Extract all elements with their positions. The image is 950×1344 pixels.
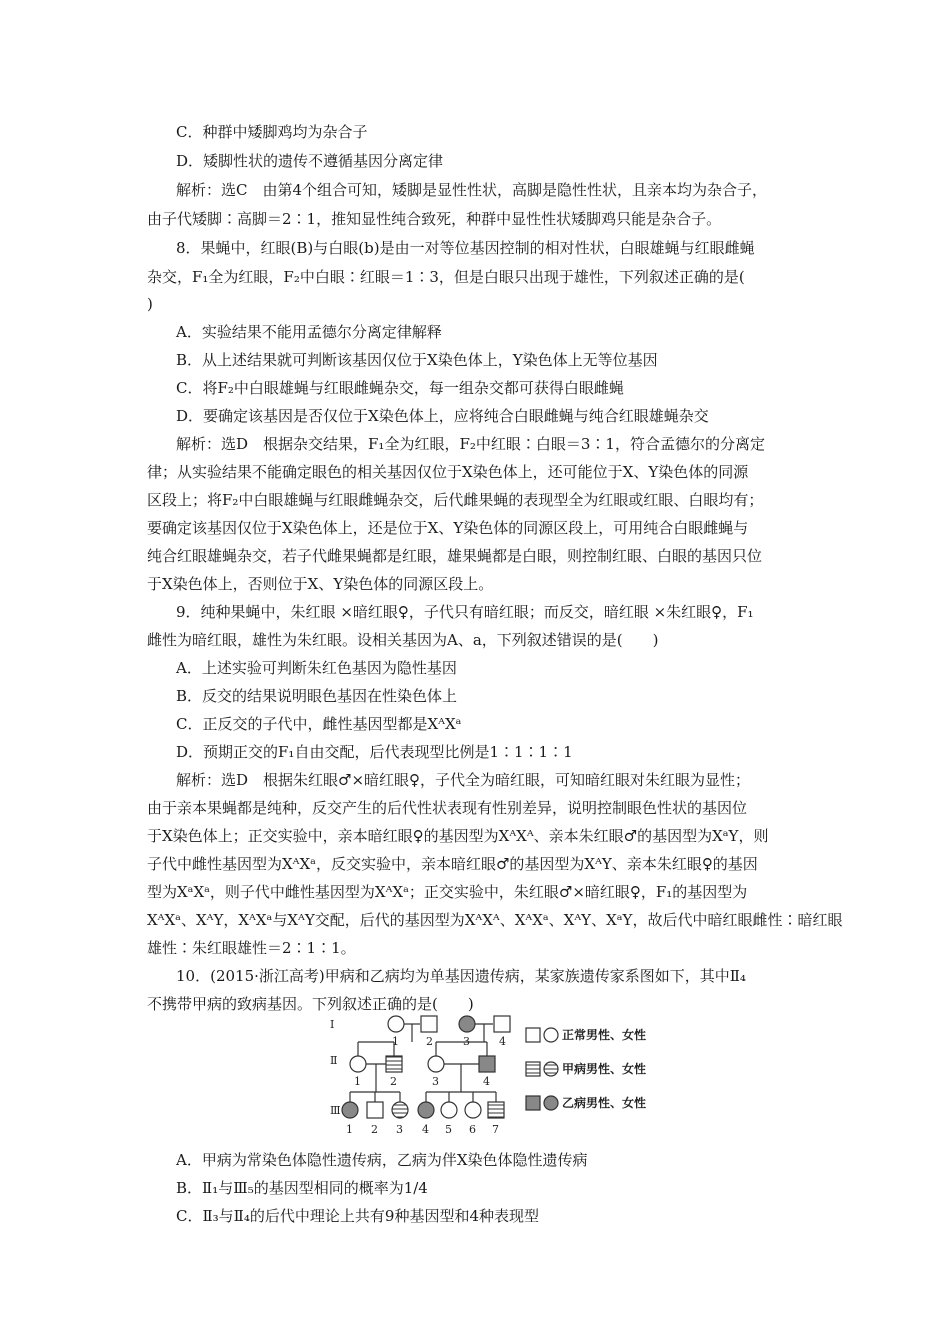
analysis-q9-line4: 子代中雌性基因型为XᴬXᵃ，反交实验中，亲本暗红眼♂的基因型为XᴬY、亲本朱红眼♀的基因 bbox=[147, 855, 758, 873]
gen3-number-1: 1 bbox=[346, 1123, 353, 1136]
gen3-number-6: 6 bbox=[469, 1123, 476, 1136]
legend-yi-female-symbol bbox=[544, 1096, 558, 1110]
question-10-line1: 10．(2015·浙江高考)甲病和乙病均为单基因遗传病，某家族遗传家系图如下，其中Ⅱ₄ bbox=[176, 967, 746, 985]
question-8-line1: 8．果蝇中，红眼(B)与白眼(b)是由一对等位基因控制的相对性状，白眼雄蝇与红眼雌蝇 bbox=[176, 239, 755, 257]
gen3-individual-3 bbox=[392, 1102, 408, 1118]
option-d-q8: D．要确定该基因是否仅位于X染色体上，应将纯合白眼雌蝇与纯合红眼雄蝇杂交 bbox=[176, 407, 709, 425]
gen3-individual-7 bbox=[488, 1102, 504, 1118]
legend-normal-male-symbol bbox=[526, 1028, 540, 1042]
option-d-q9: D．预期正交的F₁自由交配，后代表现型比例是1∶1∶1∶1 bbox=[176, 743, 573, 761]
legend-jia-label: 甲病男性、女性 bbox=[562, 1062, 647, 1076]
analysis-q8-line5: 纯合红眼雄蝇杂交，若子代雌果蝇都是红眼，雄果蝇都是白眼，则控制红眼、白眼的基因只位 bbox=[147, 547, 763, 565]
analysis-q9-line3: 于X染色体上；正交实验中，亲本暗红眼♀的基因型为XᴬXᴬ、亲本朱红眼♂的基因型为XᵃY，则 bbox=[147, 827, 769, 845]
legend-yi-male-symbol bbox=[526, 1096, 540, 1110]
gen1-individual-2 bbox=[421, 1016, 437, 1032]
pedigree-diagram bbox=[322, 1012, 662, 1137]
analysis-q7-line2: 由子代矮脚∶高脚＝2∶1，推知显性纯合致死，种群中显性性状矮脚鸡只能是杂合子。 bbox=[147, 210, 722, 228]
gen2-number-1: 1 bbox=[354, 1075, 361, 1088]
gen3-individual-6 bbox=[465, 1102, 481, 1118]
analysis-q8-line4: 要确定该基因仅位于X染色体上，还是位于X、Y染色体的同源区段上，可用纯合白眼雌蝇与 bbox=[147, 519, 749, 537]
analysis-q9-line7: 雄性∶朱红眼雄性＝2∶1∶1。 bbox=[147, 939, 356, 957]
legend-jia-female-symbol bbox=[544, 1062, 558, 1076]
gen3-number-5: 5 bbox=[445, 1123, 452, 1136]
gen3-number-7: 7 bbox=[492, 1123, 499, 1136]
analysis-q9-line6: XᴬXᵃ、XᴬY，XᴬXᵃ与XᴬY交配，后代的基因型为XᴬXᴬ、XᴬXᵃ、XᴬY、XᵃY，故后代中暗红眼雌性∶暗红眼 bbox=[147, 911, 843, 929]
generation-label-3: Ⅲ bbox=[330, 1104, 341, 1117]
gen2-number-3: 3 bbox=[432, 1075, 439, 1088]
gen3-number-2: 2 bbox=[371, 1123, 378, 1136]
gen3-individual-5 bbox=[441, 1102, 457, 1118]
analysis-q9-line2: 由于亲本果蝇都是纯种，反交产生的后代性状表现有性别差异，说明控制眼色性状的基因位 bbox=[147, 799, 748, 817]
gen2-individual-1 bbox=[350, 1056, 366, 1072]
gen2-number-2: 2 bbox=[390, 1075, 397, 1088]
gen1-number-1: 1 bbox=[392, 1035, 399, 1048]
analysis-q8-line2: 律；从实验结果不能确定眼色的相关基因仅位于X染色体上，还可能位于X、Y染色体的同源 bbox=[147, 463, 749, 481]
gen3-individual-2 bbox=[367, 1102, 383, 1118]
option-c-q8: C．将F₂中白眼雄蝇与红眼雌蝇杂交，每一组杂交都可获得白眼雌蝇 bbox=[176, 379, 624, 397]
generation-label-2: Ⅱ bbox=[330, 1054, 338, 1067]
question-9-line2: 雌性为暗红眼，雄性为朱红眼。设相关基因为A、a，下列叙述错误的是( ) bbox=[147, 631, 659, 649]
option-b-q9: B．反交的结果说明眼色基因在性染色体上 bbox=[176, 687, 458, 705]
question-8-line3: ) bbox=[147, 295, 153, 313]
analysis-q8-line6: 于X染色体上，否则位于X、Y染色体的同源区段上。 bbox=[147, 575, 494, 593]
analysis-q9-line5: 型为XᵃXᵃ，则子代中雌性基因型为XᴬXᵃ；正交实验中，朱红眼♂×暗红眼♀，F₁的基因型为 bbox=[147, 883, 748, 901]
gen2-individual-4 bbox=[479, 1056, 495, 1072]
analysis-q8-line1: 解析：选D 根据杂交结果，F₁全为红眼，F₂中红眼∶白眼＝3∶1，符合孟德尔的分离定 bbox=[176, 435, 765, 453]
gen1-individual-4 bbox=[494, 1016, 510, 1032]
gen3-individual-1 bbox=[342, 1102, 358, 1118]
legend-normal-female-symbol bbox=[544, 1028, 558, 1042]
option-a-q8: A．实验结果不能用孟德尔分离定律解释 bbox=[176, 323, 442, 341]
question-9-line1: 9．纯种果蝇中，朱红眼 ×暗红眼♀，子代只有暗红眼；而反交，暗红眼 ×朱红眼♀，F₁ bbox=[176, 603, 754, 621]
gen1-number-2: 2 bbox=[426, 1035, 433, 1048]
legend-yi-label: 乙病男性、女性 bbox=[562, 1096, 647, 1110]
option-c-q10: C．Ⅱ₃与Ⅱ₄的后代中理论上共有9种基因型和4种表现型 bbox=[176, 1207, 539, 1225]
option-a-q10: A．甲病为常染色体隐性遗传病，乙病为伴X染色体隐性遗传病 bbox=[176, 1151, 588, 1169]
analysis-q9-line1: 解析：选D 根据朱红眼♂×暗红眼♀，子代全为暗红眼，可知暗红眼对朱红眼为显性； bbox=[176, 771, 751, 789]
generation-label-1: Ⅰ bbox=[330, 1018, 335, 1031]
option-c-q9: C．正反交的子代中，雌性基因型都是XᴬXᵃ bbox=[176, 715, 462, 733]
question-10-line2: 不携带甲病的致病基因。下列叙述正确的是( ) bbox=[147, 995, 474, 1013]
gen1-number-4: 4 bbox=[499, 1035, 506, 1048]
gen1-number-3: 3 bbox=[463, 1035, 470, 1048]
analysis-q8-line3: 区段上；将F₂中白眼雄蝇与红眼雌蝇杂交，后代雌果蝇的表现型全为红眼或红眼、白眼均有； bbox=[147, 491, 764, 509]
gen3-number-4: 4 bbox=[422, 1123, 429, 1136]
gen2-number-4: 4 bbox=[483, 1075, 490, 1088]
option-b-q8: B．从上述结果就可判断该基因仅位于X染色体上，Y染色体上无等位基因 bbox=[176, 351, 658, 369]
option-a-q9: A．上述实验可判断朱红色基因为隐性基因 bbox=[176, 659, 457, 677]
legend-jia-male-symbol bbox=[526, 1062, 540, 1076]
option-c-q7: C．种群中矮脚鸡均为杂合子 bbox=[176, 123, 368, 141]
gen1-individual-1 bbox=[388, 1016, 404, 1032]
analysis-q7-line1: 解析：选C 由第4个组合可知，矮脚是显性性状，高脚是隐性性状，且亲本均为杂合子， bbox=[176, 181, 768, 199]
gen3-individual-4 bbox=[418, 1102, 434, 1118]
option-b-q10: B．Ⅱ₁与Ⅲ₅的基因型相同的概率为1/4 bbox=[176, 1179, 428, 1197]
legend-normal-label: 正常男性、女性 bbox=[562, 1028, 647, 1042]
gen2-individual-3 bbox=[428, 1056, 444, 1072]
gen1-individual-3 bbox=[459, 1016, 475, 1032]
gen2-individual-2 bbox=[386, 1056, 402, 1072]
gen3-number-3: 3 bbox=[396, 1123, 403, 1136]
question-8-line2: 杂交，F₁全为红眼，F₂中白眼∶红眼＝1∶3，但是白眼只出现于雄性，下列叙述正确的是( bbox=[147, 268, 745, 286]
option-d-q7: D．矮脚性状的遗传不遵循基因分离定律 bbox=[176, 152, 444, 170]
